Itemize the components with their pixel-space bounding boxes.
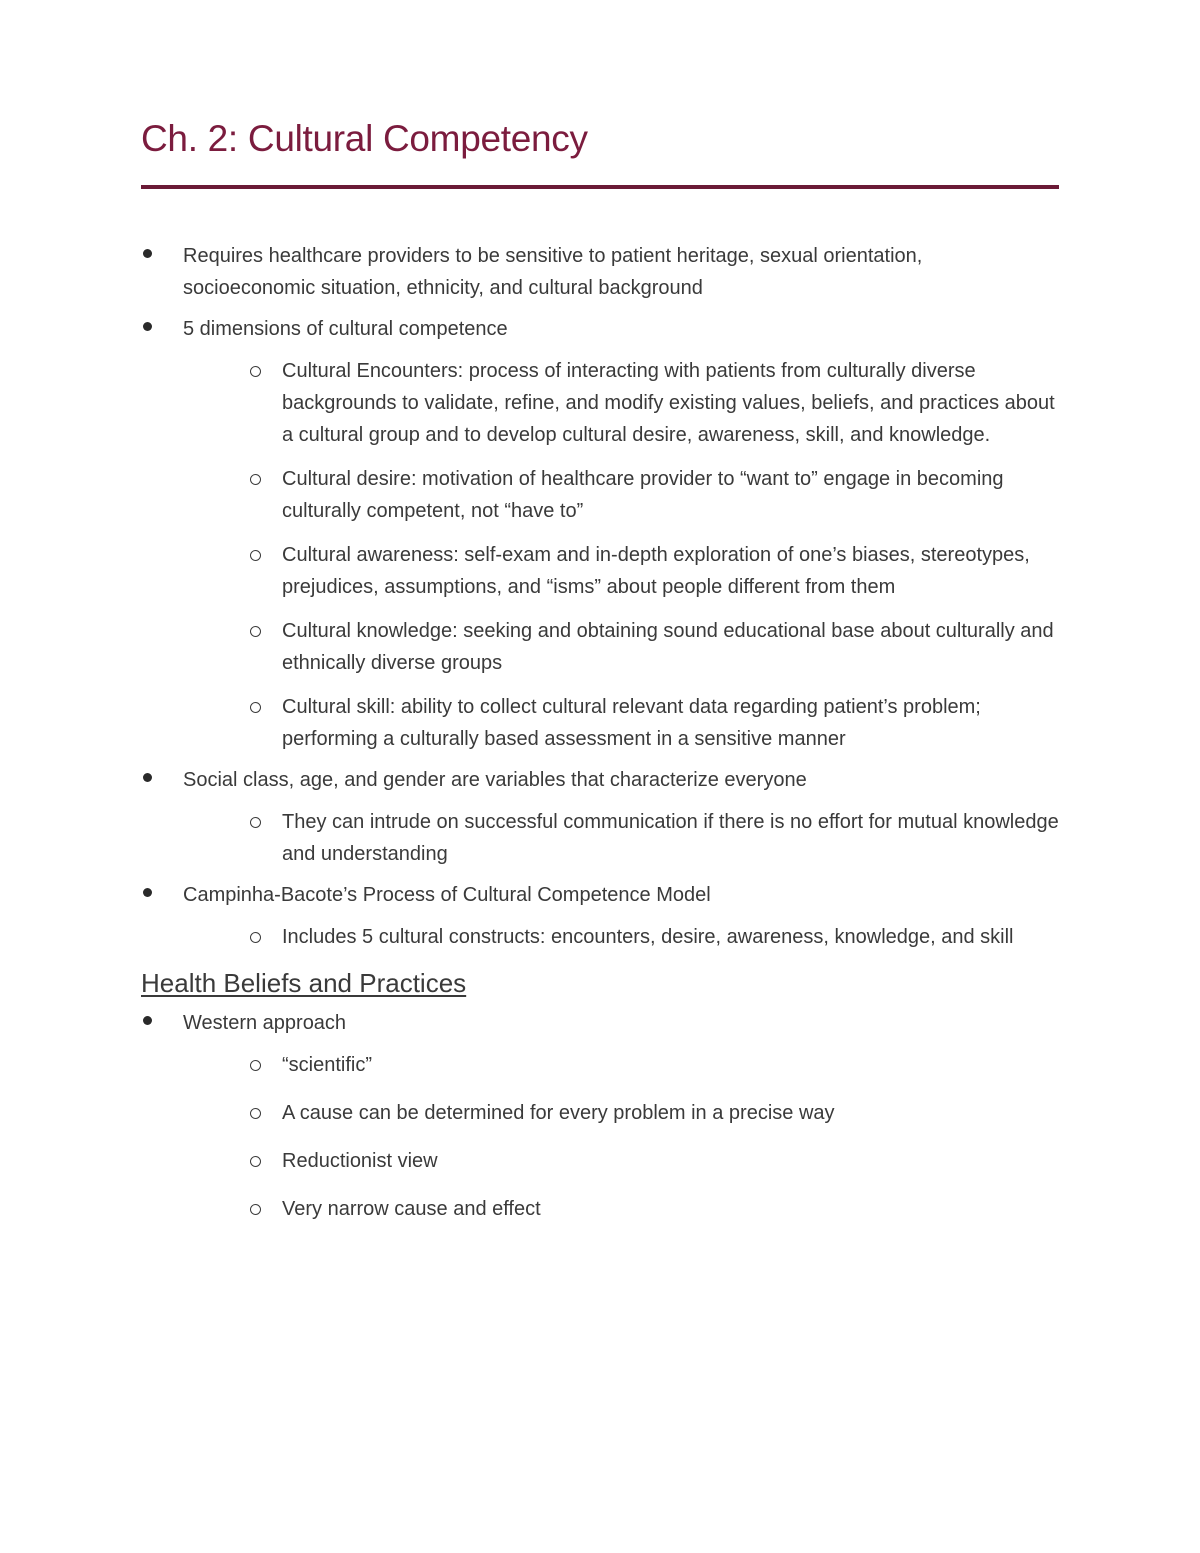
bullet-icon: [143, 1016, 152, 1025]
sub-list-item: [141, 1193, 1059, 1225]
bullet-icon: [143, 322, 152, 331]
sub-list-item: [141, 1049, 1059, 1081]
list-item: [141, 313, 1059, 755]
sub-list-item-text: A cause can be determined for every problem in a precise way: [282, 1102, 835, 1124]
sub-list: [183, 355, 1059, 755]
circle-bullet-icon: [250, 626, 261, 637]
circle-bullet-icon: [250, 1204, 261, 1215]
circle-bullet-icon: [250, 932, 261, 943]
sub-list-item: [141, 691, 1059, 755]
circle-bullet-icon: [250, 1156, 261, 1167]
list-item-text: Social class, age, and gender are variables that characterize everyone: [183, 769, 807, 791]
bullet-icon: [143, 888, 152, 897]
circle-bullet-icon: [250, 817, 261, 828]
sub-list-item: [141, 921, 1059, 953]
sub-list-item: [141, 539, 1059, 603]
sub-list-item: [141, 1097, 1059, 1129]
sub-list: [183, 921, 1059, 953]
list-item: [141, 1007, 1059, 1225]
list-item-text: Western approach: [183, 1012, 347, 1034]
list-item-text: Campinha-Bacote’s Process of Cultural Competence Model: [183, 884, 711, 906]
document-body: [141, 240, 1059, 1237]
title-divider: [141, 185, 1059, 189]
list-item-text: 5 dimensions of cultural competence: [183, 318, 508, 340]
circle-bullet-icon: [250, 702, 261, 713]
sub-list-item: [141, 463, 1059, 527]
circle-bullet-icon: [250, 550, 261, 561]
page-title: Ch. 2: Cultural Competency: [141, 118, 588, 159]
circle-bullet-icon: [250, 474, 261, 485]
sub-list-item: [141, 615, 1059, 679]
circle-bullet-icon: [250, 1060, 261, 1071]
sub-list-item-text: Cultural awareness: self-exam and in-depth exploration of one’s biases, stereotypes, prejudices, assumptions, and “isms” about people different from them: [282, 544, 1030, 598]
sub-list-item-text: Includes 5 cultural constructs: encounters, desire, awareness, knowledge, and skill: [282, 926, 1014, 948]
sub-list-item-text: Cultural Encounters: process of interacting with patients from culturally diverse backgrounds to validate, refine, and modify existing values, beliefs, and practices about a cultural group and to develop cultural desire, awareness, skill, and knowledge.: [282, 360, 1055, 446]
sub-list-item: [141, 806, 1059, 870]
sub-list-item-text: Cultural knowledge: seeking and obtaining sound educational base about culturally and ethnically diverse groups: [282, 620, 1054, 674]
sub-list-item-text: Very narrow cause and effect: [282, 1198, 541, 1220]
sub-list: [183, 806, 1059, 870]
section-heading: Health Beliefs and Practices: [141, 968, 467, 998]
list-item-text: Requires healthcare providers to be sensitive to patient heritage, sexual orientation, socioeconomic situation, ethnicity, and cultural background: [183, 245, 923, 299]
sub-list-item: [141, 1145, 1059, 1177]
sub-list-item-text: Cultural desire: motivation of healthcare provider to “want to” engage in becoming culturally competent, not “have to”: [282, 468, 1004, 522]
bullet-icon: [143, 249, 152, 258]
circle-bullet-icon: [250, 366, 261, 377]
bullet-list: [141, 240, 1059, 953]
sub-list-item-text: They can intrude on successful communication if there is no effort for mutual knowledge and understanding: [282, 811, 1059, 865]
sub-list: [183, 1049, 1059, 1225]
bullet-icon: [143, 773, 152, 782]
sub-list-item-text: Cultural skill: ability to collect cultural relevant data regarding patient’s problem; performing a culturally based assessment in a sensitive manner: [282, 696, 981, 750]
circle-bullet-icon: [250, 1108, 261, 1119]
list-item: [141, 240, 1059, 304]
sub-list-item-text: “scientific”: [282, 1054, 373, 1076]
list-item: [141, 879, 1059, 953]
list-item: [141, 764, 1059, 870]
sub-list-item: [141, 355, 1059, 451]
sub-list-item-text: Reductionist view: [282, 1150, 438, 1172]
bullet-list: [141, 1007, 1059, 1225]
